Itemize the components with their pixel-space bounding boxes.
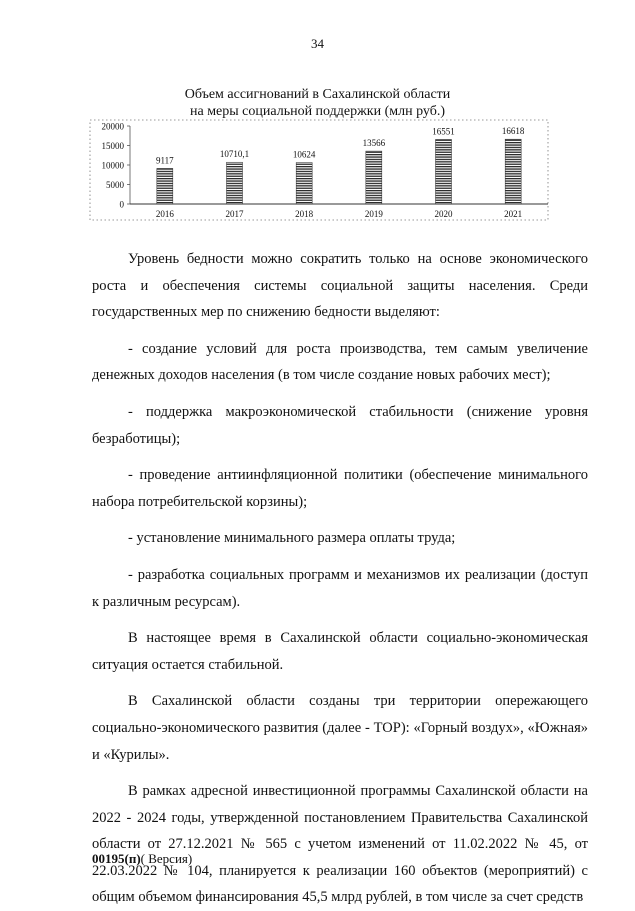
data-label: 10624 (292, 149, 316, 160)
bar (436, 139, 452, 204)
data-label: 16618 (501, 126, 525, 137)
x-tick-label: 2018 (295, 209, 314, 219)
chart-title (0, 86, 635, 120)
data-label: 13566 (362, 138, 386, 149)
bar-chart (86, 118, 556, 226)
bar (505, 139, 521, 204)
x-tick-label: 2021 (504, 209, 523, 219)
x-tick-label: 2020 (434, 209, 453, 219)
footer-code: 00195(п) (92, 851, 141, 866)
list-item-social-programs: - разработка социальных программ и механизмов их реализации (доступ к различным ресурсам). (92, 566, 588, 610)
data-label: 9117 (155, 155, 174, 166)
paragraph-tor: В Сахалинской области созданы три территории опережающего социально-экономического развития (далее - ТОР): «Горный воздух», «Южная» и «Курилы». (92, 693, 588, 763)
bar (366, 151, 382, 204)
list-item-minimum-wage: - установление минимального размера оплаты труда; (128, 530, 456, 547)
y-tick-label: 20000 (101, 121, 124, 132)
body-text (92, 246, 588, 911)
x-tick-label: 2016 (155, 209, 174, 219)
data-label: 16551 (432, 126, 455, 137)
list-item-production: - создание условий для роста производства, тем самым увеличение денежных доходов населения (в том числе создание новых рабочих мест); (92, 340, 588, 384)
footer-version: ( Версия) (140, 851, 193, 866)
page-number: 34 (311, 36, 324, 51)
paragraph-poverty-intro: Уровень бедности можно сократить только на основе экономического роста и обеспечения системы социальной защиты населения. Среди государственных мер по снижению бедности выделяют: (92, 251, 588, 321)
footer (92, 851, 192, 867)
y-tick-label: 15000 (101, 141, 124, 151)
chart-title-line-2: на меры социальной поддержки (млн руб.) (189, 104, 445, 119)
paragraph-stable-situation: В настоящее время в Сахалинской области социально-экономическая ситуация остается стабильной. (92, 630, 588, 673)
y-tick-label: 5000 (106, 180, 124, 190)
bar (227, 162, 243, 204)
bar (296, 163, 312, 204)
bar (157, 168, 173, 204)
chart-title-line-1: Объем ассигнований в Сахалинской области (184, 87, 451, 102)
paragraph-investment-program: В рамках адресной инвестиционной программы Сахалинской области на 2022 - 2024 годы, утвержденной постановлением Правительства Сахалинской области от 27.12.2021 № 565 с учетом изменений от 11.02.2022 № 45, от 22.03.2022 № 104, планируется к реализации 160 объектов (мероприятий) с общим объемом финансирования 45,5 млрд рублей, в том числе за счет средств (92, 783, 588, 906)
x-tick-label: 2017 (225, 209, 244, 219)
y-tick-label: 10000 (101, 160, 124, 171)
x-tick-label: 2019 (364, 209, 383, 219)
data-label: 10710,1 (219, 149, 250, 160)
list-item-macro-stability: - поддержка макроэкономической стабильности (снижение уровня безработицы); (92, 403, 588, 447)
list-item-anti-inflation: - проведение антиинфляционной политики (обеспечение минимального набора потребительской корзины); (92, 467, 588, 510)
y-tick-label: 0 (119, 199, 124, 210)
